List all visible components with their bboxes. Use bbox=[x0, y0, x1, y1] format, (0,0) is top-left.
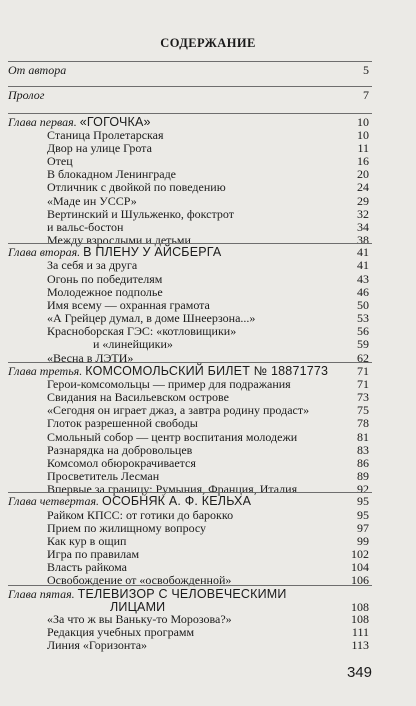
entry-title: «ГОГОЧКА» bbox=[79, 115, 151, 129]
toc-entry-label bbox=[47, 181, 226, 194]
chapter-lead: От автора bbox=[8, 63, 67, 77]
entry-title: Прием по жилищному вопросу bbox=[47, 521, 207, 535]
toc-page-number: 81 bbox=[357, 430, 369, 444]
toc-page-number: 86 bbox=[357, 456, 369, 470]
toc-entry-label bbox=[47, 417, 198, 430]
chapter-lead: Глава третья. bbox=[8, 364, 83, 378]
toc-page-number: 108 bbox=[351, 612, 369, 626]
entry-title: Линия «Горизонта» bbox=[47, 638, 148, 652]
entry-title: КОМСОМОЛЬСКИЙ БИЛЕТ № 18871773 bbox=[85, 364, 329, 378]
page-title: СОДЕРЖАНИЕ bbox=[160, 36, 256, 50]
entry-title: Игра по правилам bbox=[47, 547, 140, 561]
entry-title: Отличник с двойкой по поведению bbox=[47, 180, 226, 194]
toc-entry-label bbox=[8, 64, 66, 77]
toc-page-number: 50 bbox=[357, 298, 369, 312]
toc-page-number: 71 bbox=[357, 377, 369, 391]
toc-page-number: 56 bbox=[357, 324, 369, 338]
toc-page-number: 106 bbox=[351, 573, 369, 587]
entry-title: Комсомол обюрокрачивается bbox=[47, 456, 196, 470]
toc-entry-label bbox=[8, 89, 44, 102]
entry-title: ЛИЦАМИ bbox=[110, 600, 166, 614]
entry-title: и «линейщики» bbox=[93, 337, 173, 351]
toc-page-number: 113 bbox=[351, 638, 369, 652]
toc-page-number: 43 bbox=[357, 272, 369, 286]
entry-title: «Весна в ЛЭТИ» bbox=[47, 351, 134, 365]
toc-page-number: 99 bbox=[357, 534, 369, 548]
toc-page-number: 104 bbox=[351, 560, 369, 574]
chapter-rule bbox=[8, 585, 372, 586]
toc-page-number: 92 bbox=[357, 482, 369, 496]
entry-title: За себя и за друга bbox=[47, 258, 138, 272]
entry-title: ОСОБНЯК А. Ф. КЕЛЬХА bbox=[102, 494, 252, 508]
chapter-rule bbox=[8, 61, 372, 62]
entry-title: ТЕЛЕВИЗОР С ЧЕЛОВЕЧЕСКИМИ bbox=[77, 587, 287, 601]
entry-title: Власть райкома bbox=[47, 560, 127, 574]
toc-page-number: 11 bbox=[357, 141, 369, 155]
entry-title: Райком КПСС: от готики до барокко bbox=[47, 508, 234, 522]
entry-title: Красноборская ГЭС: «котловищики» bbox=[47, 324, 237, 338]
entry-title: «Маде ин УССР» bbox=[47, 194, 137, 208]
toc-page-number: 97 bbox=[357, 521, 369, 535]
chapter-rule bbox=[8, 243, 372, 244]
toc-page-number: 29 bbox=[357, 194, 369, 208]
chapter-rule bbox=[8, 362, 372, 363]
toc-page-number: 38 bbox=[357, 233, 369, 247]
toc-page-number: 62 bbox=[357, 351, 369, 365]
entry-title: Разнарядка на добровольцев bbox=[47, 443, 193, 457]
chapter-lead: Глава вторая. bbox=[8, 245, 81, 259]
chapter-lead: Глава четвертая. bbox=[8, 494, 100, 508]
toc-entry-label bbox=[47, 639, 147, 652]
entry-title: В блокадном Ленинграде bbox=[47, 167, 176, 181]
entry-title: и вальс-бостон bbox=[47, 220, 124, 234]
toc-page-number: 7 bbox=[363, 88, 369, 102]
toc-page-number: 95 bbox=[357, 508, 369, 522]
toc-page-number: 75 bbox=[357, 403, 369, 417]
chapter-rule bbox=[8, 86, 372, 87]
entry-title: Впервые за границу: Румыния, Франция, Италия bbox=[47, 482, 298, 496]
chapter-lead: Пролог bbox=[8, 88, 45, 102]
toc-page-number: 59 bbox=[357, 337, 369, 351]
toc-page-number: 41 bbox=[357, 258, 369, 272]
toc-page-number: 111 bbox=[351, 625, 369, 639]
chapter-lead: Глава пятая. bbox=[8, 587, 75, 601]
entry-title: Между взрослыми и детьми bbox=[47, 233, 191, 247]
entry-title: Имя всему — охранная грамота bbox=[47, 298, 210, 312]
entry-title: Вертинский и Шульженко, фокстрот bbox=[47, 207, 234, 221]
entry-title: Станица Пролетарская bbox=[47, 128, 164, 142]
toc-page-number: 78 bbox=[357, 416, 369, 430]
entry-title: Глоток разрешенной свободы bbox=[47, 416, 198, 430]
toc-entry-label bbox=[8, 495, 251, 508]
toc-page-number: 32 bbox=[357, 207, 369, 221]
toc-page-number: 53 bbox=[357, 311, 369, 325]
entry-title: Герои-комсомольцы — пример для подражания bbox=[47, 377, 291, 391]
toc-page-number: 102 bbox=[351, 547, 369, 561]
entry-title: Свидания на Васильевском острове bbox=[47, 390, 229, 404]
toc-page-number: 41 bbox=[357, 245, 369, 259]
entry-title: Освобождение от «освобожденной» bbox=[47, 573, 232, 587]
toc-page-number: 24 bbox=[357, 180, 369, 194]
entry-title: «Сегодня он играет джаз, а завтра родину продаст» bbox=[47, 403, 310, 417]
toc-entry-label bbox=[47, 259, 137, 272]
toc-page-number: 20 bbox=[357, 167, 369, 181]
entry-title: Огонь по победителям bbox=[47, 272, 163, 286]
entry-title: Двор на улице Грота bbox=[47, 141, 152, 155]
toc-page-number: 10 bbox=[357, 128, 369, 142]
entry-title: «А Грейцер думал, в доме Шнеерзона...» bbox=[47, 311, 256, 325]
toc-page-number: 46 bbox=[357, 285, 369, 299]
toc-page-number: 16 bbox=[357, 154, 369, 168]
chapter-rule bbox=[8, 492, 372, 493]
chapter-lead: Глава первая. bbox=[8, 115, 77, 129]
toc-page-number: 10 bbox=[357, 115, 369, 129]
entry-title: Просветитель Лесман bbox=[47, 469, 160, 483]
entry-title: В ПЛЕНУ У АЙСБЕРГА bbox=[83, 245, 222, 259]
toc-page-number: 71 bbox=[357, 364, 369, 378]
toc-page-number: 83 bbox=[357, 443, 369, 457]
entry-title: Отец bbox=[47, 154, 73, 168]
page-number: 349 bbox=[346, 664, 372, 681]
chapter-rule bbox=[8, 113, 372, 114]
entry-title: «За что ж вы Ваньку-то Морозова?» bbox=[47, 612, 232, 626]
toc-page-number: 89 bbox=[357, 469, 369, 483]
toc-page-number: 108 bbox=[351, 600, 369, 614]
entry-title: Смольный собор — центр воспитания молодежи bbox=[47, 430, 298, 444]
toc-page-number: 34 bbox=[357, 220, 369, 234]
toc-page-number: 95 bbox=[357, 494, 369, 508]
entry-title: Молодежное подполье bbox=[47, 285, 163, 299]
toc-page-number: 5 bbox=[363, 63, 369, 77]
toc-entry-label bbox=[93, 338, 173, 351]
toc-page-number: 73 bbox=[357, 390, 369, 404]
entry-title: Как кур в ощип bbox=[47, 534, 127, 548]
entry-title: Редакция учебных программ bbox=[47, 625, 195, 639]
